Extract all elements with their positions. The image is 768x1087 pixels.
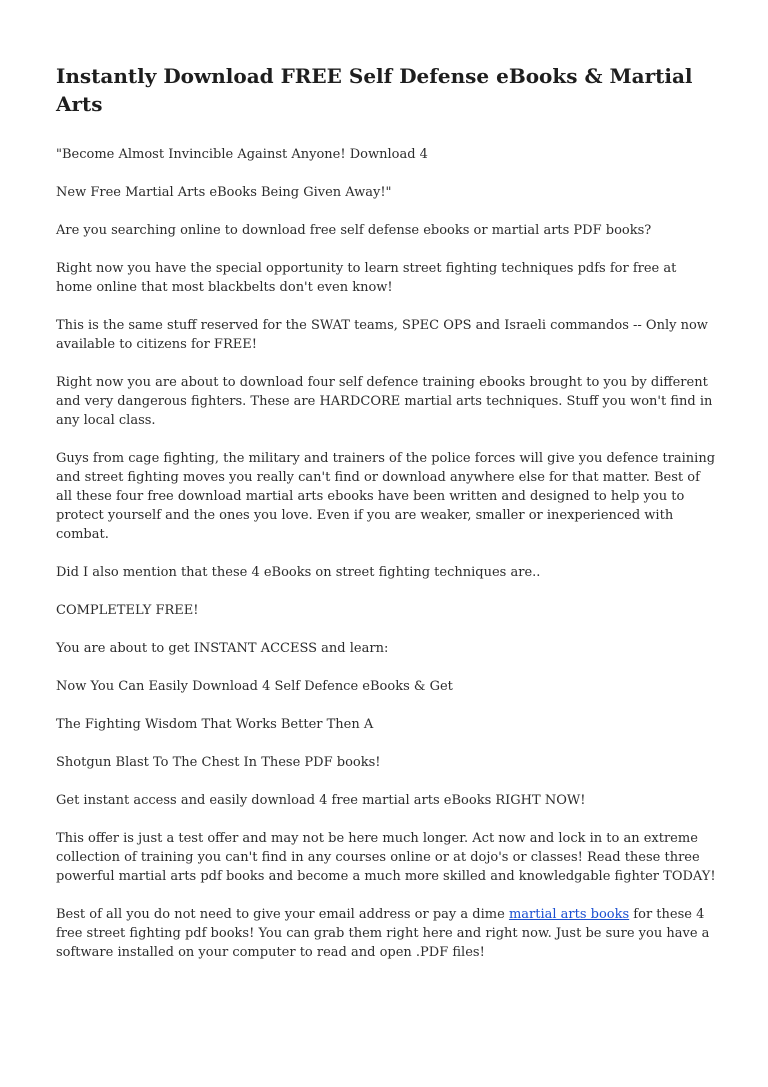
- paragraph: Now You Can Easily Download 4 Self Defence eBooks & Get: [56, 679, 453, 694]
- paragraph: New Free Martial Arts eBooks Being Given Away!": [56, 185, 392, 200]
- paragraph: Right now you have the special opportunity to learn street fighting techniques pdfs for free at home online that most blackbelts don't even know!: [56, 261, 677, 295]
- paragraph: Did I also mention that these 4 eBooks on street fighting techniques are..: [56, 565, 541, 580]
- document-title: Instantly Download FREE Self Defense eBooks & Martial Arts: [56, 64, 693, 116]
- document-page: [56, 62, 716, 981]
- paragraph: COMPLETELY FREE!: [56, 603, 199, 618]
- paragraph: Right now you are about to download four self defence training ebooks brought to you by different and very dangerous fighters. These are HARDCORE martial arts techniques. Stuff you won't find in any local class.: [56, 375, 713, 428]
- paragraph: You are about to get INSTANT ACCESS and learn:: [56, 641, 389, 656]
- final-paragraph: [56, 905, 716, 962]
- paragraph-text-after-link: for these 4 free street fighting pdf books! You can grab them right here and right now. Just be sure you have a software installed on your computer to read and open .PDF files!: [56, 907, 710, 960]
- paragraph: "Become Almost Invincible Against Anyone! Download 4: [56, 147, 428, 162]
- paragraph: This offer is just a test offer and may not be here much longer. Act now and lock in to an extreme collection of training you can't find in any courses online or at dojo's or classes! Read these three powerful martial arts pdf books and become a much more skilled and knowledgable fighter TODAY!: [56, 831, 716, 884]
- paragraph: Get instant access and easily download 4 free martial arts eBooks RIGHT NOW!: [56, 793, 586, 808]
- paragraph-text-before-link: Best of all you do not need to give your email address or pay a dime: [56, 907, 509, 922]
- paragraph: Shotgun Blast To The Chest In These PDF books!: [56, 755, 381, 770]
- paragraph: Guys from cage fighting, the military and trainers of the police forces will give you defence training and street fighting moves you really can't find or download anywhere else for that matter. Best of all these four free download martial arts ebooks have been written and designed to help you to protect yourself and the ones you love. Even if you are weaker, smaller or inexperienced with combat.: [56, 451, 716, 542]
- paragraph: The Fighting Wisdom That Works Better Then A: [56, 717, 374, 732]
- martial-arts-books-link[interactable]: martial arts books: [508, 907, 630, 922]
- paragraph: This is the same stuff reserved for the SWAT teams, SPEC OPS and Israeli commandos -- Only now available to citizens for FREE!: [56, 318, 708, 352]
- paragraph: Are you searching online to download free self defense ebooks or martial arts PDF books?: [56, 223, 652, 238]
